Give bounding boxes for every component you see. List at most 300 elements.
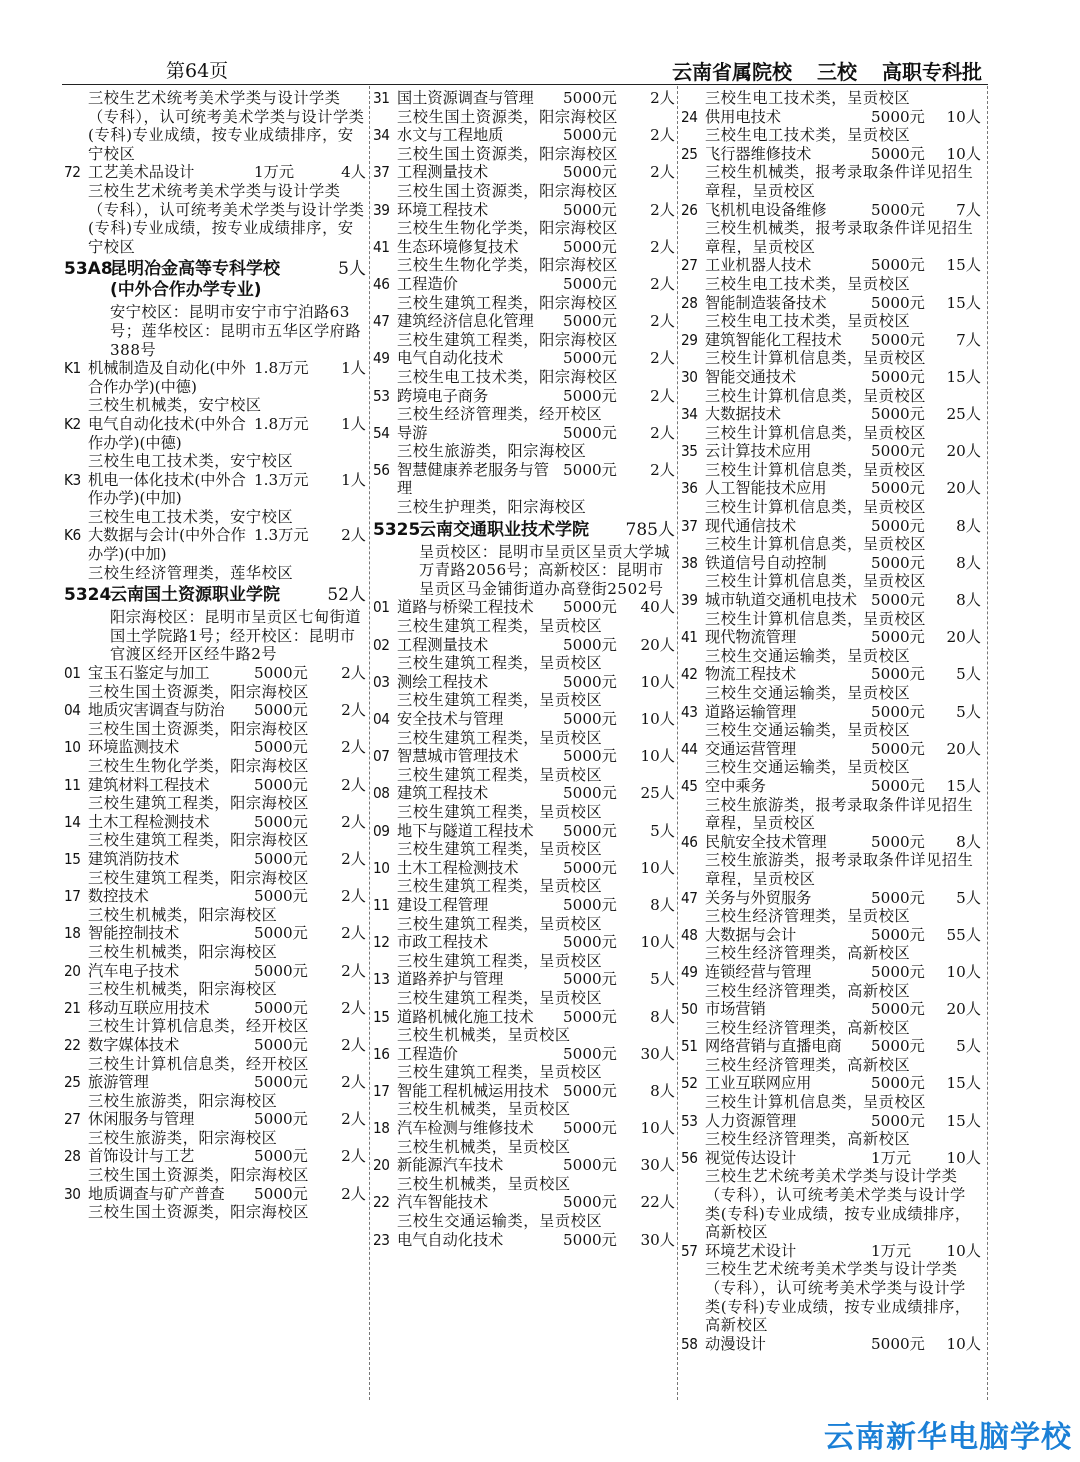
major-code: 12 <box>373 933 390 952</box>
major-code: 48 <box>681 925 698 944</box>
tuition-fee: 5000元 <box>871 628 925 647</box>
major-name: 建筑消防技术 <box>88 849 180 868</box>
major-name: 汽车电子技术 <box>88 961 180 980</box>
major-note: 三校生旅游类，阳宗海校区 <box>88 1128 278 1147</box>
major-note: 三校生建筑工程类，呈贡校区 <box>397 691 603 710</box>
major-name: 建筑材料工程技术 <box>88 775 210 794</box>
major-note: 三校生建筑工程类，阳宗海校区 <box>397 330 619 349</box>
major-code: 41 <box>373 237 390 256</box>
major-name: 地质灾害调查与防治 <box>88 701 225 720</box>
enrollment-quota: 22人 <box>640 1193 675 1212</box>
enrollment-quota: 30人 <box>640 1156 675 1175</box>
enrollment-quota: 8人 <box>956 591 981 610</box>
tuition-fee: 1万元 <box>871 1148 912 1167</box>
major-note: 三校生建筑工程类，阳宗海校区 <box>88 794 310 813</box>
major-code: 35 <box>681 442 698 461</box>
tuition-fee: 1.8万元 <box>254 414 309 433</box>
enrollment-quota: 10人 <box>640 858 675 877</box>
enrollment-quota: 2人 <box>650 460 675 479</box>
enrollment-quota: 7人 <box>956 200 981 219</box>
major-code: 43 <box>681 702 698 721</box>
enrollment-quota: 8人 <box>650 1081 675 1100</box>
major-name: 飞机机电设备维修 <box>705 200 827 219</box>
major-row <box>64 359 366 396</box>
major-name: 电气自动化技术(中外合作办学)(中德) <box>88 414 246 452</box>
header-rule <box>62 84 988 85</box>
enrollment-quota: 5人 <box>956 888 981 907</box>
major-row <box>64 1073 366 1092</box>
major-row <box>373 1193 675 1212</box>
enrollment-quota: 20人 <box>946 1000 981 1019</box>
tuition-fee: 5000元 <box>563 274 617 293</box>
tuition-fee: 5000元 <box>563 349 617 368</box>
major-name: 旅游管理 <box>88 1073 149 1092</box>
tuition-fee: 5000元 <box>563 460 617 479</box>
page-header <box>0 0 1080 86</box>
major-row <box>373 933 675 952</box>
major-code: 58 <box>681 1334 698 1353</box>
enrollment-quota: 10人 <box>946 962 981 981</box>
major-name: 连锁经营与管理 <box>705 962 812 981</box>
major-row <box>681 665 981 684</box>
major-note: 三校生机械类，呈贡校区 <box>397 1100 571 1119</box>
major-code: 56 <box>681 1148 698 1167</box>
major-row <box>373 1231 675 1250</box>
tuition-fee: 5000元 <box>871 330 925 349</box>
major-row <box>373 238 675 257</box>
enrollment-quota: 2人 <box>650 200 675 219</box>
major-name: 安全技术与管理 <box>397 710 504 728</box>
major-name: 道路与桥梁工程技术 <box>397 598 534 617</box>
major-row <box>681 294 981 313</box>
major-name: 交通运营管理 <box>705 739 797 758</box>
major-row <box>681 963 981 982</box>
major-note: 三校生机械类，阳宗海校区 <box>88 980 278 999</box>
major-code: 37 <box>681 516 698 535</box>
major-row <box>681 479 981 498</box>
school-address: 安宁校区：昆明市安宁市宁泊路63号；莲华校区：昆明市五华区学府路388号 <box>110 303 361 359</box>
enrollment-quota: 1人 <box>341 359 366 378</box>
enrollment-quota: 20人 <box>946 442 981 461</box>
tuition-fee: 5000元 <box>563 1119 617 1138</box>
major-row <box>681 833 981 852</box>
major-note: 三校生国土资源类，阳宗海校区 <box>88 1166 310 1185</box>
major-name: 供用电技术 <box>705 107 781 126</box>
enrollment-quota: 2人 <box>650 423 675 442</box>
major-name: 人工智能技术应用 <box>705 479 827 498</box>
tuition-fee: 5000元 <box>563 933 617 952</box>
major-note: 三校生机械类，呈贡校区 <box>397 1137 571 1156</box>
major-row <box>681 1112 981 1131</box>
major-code: 03 <box>373 672 390 691</box>
major-name: 环境监测技术 <box>88 738 180 757</box>
enrollment-quota: 2人 <box>650 274 675 293</box>
enrollment-quota: 15人 <box>946 1111 981 1130</box>
major-name: 环境艺术设计 <box>705 1241 797 1260</box>
major-row <box>64 999 366 1018</box>
major-name: 空中乘务 <box>705 776 766 795</box>
major-name: 生态环境修复技术 <box>397 237 519 256</box>
tuition-fee: 5000元 <box>871 1037 925 1056</box>
tuition-fee: 5000元 <box>254 738 308 757</box>
tuition-fee: 5000元 <box>254 775 308 794</box>
tuition-fee: 5000元 <box>254 1110 308 1129</box>
enrollment-quota: 10人 <box>946 1148 981 1167</box>
major-code: 27 <box>64 1110 81 1129</box>
tuition-fee: 5000元 <box>563 598 617 617</box>
tuition-fee: 5000元 <box>254 887 308 906</box>
major-row <box>373 1082 675 1101</box>
major-note: 三校生机械类，报考录取条件详见招生章程，呈贡校区 <box>705 219 974 256</box>
major-note: 三校生国土资源类，阳宗海校区 <box>397 107 619 126</box>
tuition-fee: 5000元 <box>563 970 617 989</box>
major-code: 17 <box>64 887 81 906</box>
major-name: 大数据与会计(中外合作办学)(中加) <box>88 526 246 564</box>
major-row <box>681 256 981 275</box>
major-code: 20 <box>64 961 81 980</box>
major-row <box>64 664 366 683</box>
major-code: 38 <box>681 553 698 572</box>
major-code: 07 <box>373 747 390 766</box>
major-row <box>373 1119 675 1138</box>
major-row <box>681 1037 981 1056</box>
major-note: 三校生电工技术类，安宁校区 <box>88 452 294 471</box>
major-note: 三校生建筑工程类，呈贡校区 <box>397 654 603 673</box>
major-note: 三校生交通运输类，呈贡校区 <box>705 721 911 740</box>
major-code: 04 <box>64 701 81 720</box>
major-note: 三校生经济管理类，高新校区 <box>705 944 911 963</box>
tuition-fee: 5000元 <box>254 998 308 1017</box>
major-note: 三校生建筑工程类，呈贡校区 <box>397 617 603 636</box>
major-name: 视觉传达设计 <box>705 1148 797 1167</box>
major-code: 53 <box>681 1111 698 1130</box>
major-row <box>681 591 981 610</box>
major-code: 18 <box>64 924 81 943</box>
major-row <box>373 349 675 368</box>
major-code: 01 <box>64 664 81 683</box>
tuition-fee: 5000元 <box>871 925 925 944</box>
column-2 <box>373 89 675 1249</box>
enrollment-quota: 5人 <box>956 1037 981 1056</box>
major-name: 智能工程机械运用技术 <box>397 1081 549 1100</box>
major-code: 22 <box>373 1193 390 1212</box>
major-name: 测绘工程技术 <box>397 672 489 691</box>
major-code: 15 <box>373 1007 390 1026</box>
major-note: 三校生建筑工程类，呈贡校区 <box>397 914 603 933</box>
major-note: 三校生生物化学类，阳宗海校区 <box>397 256 619 275</box>
school-code: 5324 <box>64 585 112 606</box>
major-note: 三校生交通运输类，呈贡校区 <box>705 684 911 702</box>
major-code: 18 <box>373 1119 390 1138</box>
major-note: 三校生建筑工程类，阳宗海校区 <box>397 293 619 312</box>
major-code: 20 <box>373 1156 390 1175</box>
major-code: 44 <box>681 739 698 758</box>
major-name: 地质调查与矿产普查 <box>88 1184 225 1203</box>
enrollment-quota: 25人 <box>640 784 675 803</box>
enrollment-quota: 2人 <box>341 1073 366 1092</box>
tuition-fee: 5000元 <box>254 1073 308 1092</box>
major-code: 47 <box>681 888 698 907</box>
enrollment-quota: 8人 <box>956 553 981 572</box>
enrollment-quota: 10人 <box>946 144 981 163</box>
major-code: 21 <box>64 998 81 1017</box>
major-note: 三校生艺术统考美术学类与设计学类（专科），认可统考美术学类与设计学类(专科)专业成绩，按专业成绩排序，高新校区 <box>705 1167 971 1242</box>
enrollment-quota: 20人 <box>946 479 981 498</box>
major-name: 工程测量技术 <box>397 163 489 182</box>
tuition-fee: 5000元 <box>254 1147 308 1166</box>
major-name: 宝玉石鉴定与加工 <box>88 664 210 683</box>
major-row <box>681 405 981 424</box>
major-note: 三校生建筑工程类，呈贡校区 <box>397 840 603 859</box>
enrollment-quota: 40人 <box>640 598 675 617</box>
tuition-fee: 5000元 <box>563 423 617 442</box>
tuition-fee: 5000元 <box>563 895 617 914</box>
major-row <box>373 859 675 878</box>
major-note: 三校生计算机信息类，经开校区 <box>88 1054 310 1073</box>
major-note: 三校生国土资源类，阳宗海校区 <box>397 144 619 163</box>
major-note: 三校生机械类，安宁校区 <box>88 396 262 415</box>
watermark: 云南新华电脑学校 <box>824 1420 1072 1455</box>
major-row <box>373 784 675 803</box>
enrollment-quota: 2人 <box>341 887 366 906</box>
major-code: 54 <box>373 423 390 442</box>
major-code: 13 <box>373 970 390 989</box>
major-name: 铁道信号自动控制 <box>705 553 827 572</box>
enrollment-quota: 30人 <box>640 1044 675 1063</box>
tuition-fee: 5000元 <box>563 672 617 691</box>
major-name: 机电一体化技术(中外合作办学)(中加) <box>88 470 246 508</box>
enrollment-quota: 1人 <box>341 414 366 433</box>
major-row <box>64 415 366 452</box>
major-note: 三校生计算机信息类，呈贡校区 <box>705 498 927 517</box>
major-code: 57 <box>681 1241 698 1260</box>
major-row <box>64 1185 366 1204</box>
major-name: 建筑工程技术 <box>397 784 489 803</box>
school-heading <box>64 259 366 301</box>
major-code: 23 <box>373 1230 390 1249</box>
major-row <box>681 554 981 573</box>
tuition-fee: 5000元 <box>563 126 617 145</box>
enrollment-quota: 2人 <box>341 775 366 794</box>
page-number: 第64页 <box>166 60 229 82</box>
enrollment-quota: 10人 <box>946 1334 981 1353</box>
tuition-fee: 5000元 <box>563 386 617 405</box>
tuition-fee: 5000元 <box>871 888 925 907</box>
enrollment-quota: 2人 <box>650 312 675 331</box>
major-code: 53 <box>373 386 390 405</box>
column-1 <box>64 89 366 1222</box>
tuition-fee: 5000元 <box>871 1111 925 1130</box>
enrollment-quota: 1人 <box>341 470 366 489</box>
tuition-fee: 5000元 <box>871 1074 925 1093</box>
major-row <box>681 889 981 908</box>
tuition-fee: 5000元 <box>563 1156 617 1175</box>
major-name: 动漫设计 <box>705 1334 766 1353</box>
major-name: 人力资源管理 <box>705 1111 797 1130</box>
major-row <box>64 924 366 943</box>
major-code: 17 <box>373 1081 390 1100</box>
major-code: 29 <box>681 330 698 349</box>
enrollment-quota: 2人 <box>341 924 366 943</box>
tuition-fee: 5000元 <box>563 747 617 766</box>
tuition-fee: 5000元 <box>871 553 925 572</box>
major-row <box>681 331 981 350</box>
tuition-fee: 5000元 <box>563 784 617 803</box>
major-row <box>681 108 981 127</box>
major-row <box>373 598 675 617</box>
major-name: 新能源汽车技术 <box>397 1156 504 1175</box>
major-code: 16 <box>373 1044 390 1063</box>
major-code: 02 <box>373 635 390 654</box>
major-note: 三校生建筑工程类，呈贡校区 <box>397 951 603 970</box>
major-name: 工程测量技术 <box>397 635 489 654</box>
major-note: 三校生电工技术类，呈贡校区 <box>705 126 911 145</box>
major-row <box>681 368 981 387</box>
major-code: 26 <box>681 200 698 219</box>
major-note: 三校生建筑工程类，呈贡校区 <box>397 877 603 896</box>
enrollment-quota: 15人 <box>946 293 981 312</box>
major-row <box>373 636 675 655</box>
tuition-fee: 1万元 <box>254 163 295 182</box>
major-name: 地下与隧道工程技术 <box>397 821 534 840</box>
tuition-fee: 5000元 <box>563 821 617 840</box>
major-row <box>681 740 981 759</box>
school-name: 昆明冶金高等专科学校(中外合作办学专业) <box>110 259 280 301</box>
major-name: 建筑经济信息化管理 <box>397 312 534 331</box>
major-note: 三校生经济管理类，莲华校区 <box>88 563 294 582</box>
major-name: 机械制造及自动化(中外合作办学)(中德) <box>88 359 246 396</box>
tuition-fee: 5000元 <box>871 479 925 498</box>
major-row <box>373 710 675 729</box>
major-code: 11 <box>373 895 390 914</box>
enrollment-quota: 8人 <box>650 895 675 914</box>
major-code: 34 <box>373 126 390 145</box>
major-code: 49 <box>373 349 390 368</box>
column-3 <box>681 89 981 1353</box>
major-row <box>373 461 675 498</box>
major-row <box>64 163 366 182</box>
major-name: 现代物流管理 <box>705 628 797 647</box>
enrollment-quota: 2人 <box>341 664 366 683</box>
tuition-fee: 1.3万元 <box>254 470 309 489</box>
major-code: 11 <box>64 775 81 794</box>
major-code: 52 <box>681 1074 698 1093</box>
major-code: 14 <box>64 812 81 831</box>
enrollment-quota: 10人 <box>640 933 675 952</box>
tuition-fee: 5000元 <box>254 664 308 683</box>
major-code: 41 <box>681 628 698 647</box>
major-name: 首饰设计与工艺 <box>88 1147 195 1166</box>
major-code: K2 <box>64 414 81 433</box>
major-row <box>373 1156 675 1175</box>
enrollment-quota: 25人 <box>946 405 981 424</box>
tuition-fee: 5000元 <box>563 1193 617 1212</box>
major-name: 智慧城市管理技术 <box>397 747 519 766</box>
major-name: 汽车检测与维修技术 <box>397 1119 534 1138</box>
tuition-fee: 5000元 <box>563 1230 617 1249</box>
major-name: 导游 <box>397 423 428 442</box>
enrollment-quota: 7人 <box>956 330 981 349</box>
enrollment-quota: 55人 <box>946 925 981 944</box>
major-note: 三校生经济管理类，经开校区 <box>397 405 603 424</box>
major-row <box>681 703 981 722</box>
major-note: 三校生建筑工程类，呈贡校区 <box>397 1063 603 1082</box>
school-code: 5325 <box>373 519 421 540</box>
major-code: 72 <box>64 163 81 182</box>
tuition-fee: 5000元 <box>871 442 925 461</box>
major-row <box>681 517 981 536</box>
major-row <box>373 747 675 766</box>
column-divider <box>369 86 370 1400</box>
major-name: 工艺美术品设计 <box>88 163 195 182</box>
major-name: 道路运输管理 <box>705 702 797 721</box>
tuition-fee: 5000元 <box>871 367 925 386</box>
enrollment-quota: 10人 <box>946 107 981 126</box>
tuition-fee: 5000元 <box>254 924 308 943</box>
major-name: 现代通信技术 <box>705 516 797 535</box>
school-heading <box>64 585 366 606</box>
major-name: 电气自动化技术 <box>397 1230 504 1249</box>
major-note: 三校生机械类，报考录取条件详见招生章程，呈贡校区 <box>705 163 974 200</box>
major-row <box>64 471 366 508</box>
major-name: 智慧健康养老服务与管理 <box>397 460 549 498</box>
major-name: 飞行器维修技术 <box>705 144 812 163</box>
major-row <box>64 738 366 757</box>
major-name: 土木工程检测技术 <box>88 812 210 831</box>
school-code: 53A8 <box>64 259 113 280</box>
major-note: 三校生艺术统考美术学类与设计学类（专科），认可统考美术学类与设计学类(专科)专业成绩，按专业成绩排序，高新校区 <box>705 1260 971 1335</box>
tuition-fee: 5000元 <box>563 200 617 219</box>
major-code: K3 <box>64 470 81 489</box>
major-note: 三校生交通运输类，呈贡校区 <box>705 646 911 665</box>
tuition-fee: 5000元 <box>871 256 925 275</box>
major-row <box>64 526 366 563</box>
major-note: 三校生经济管理类，高新校区 <box>705 1130 911 1149</box>
major-note: 三校生经济管理类，高新校区 <box>705 981 911 1000</box>
enrollment-quota: 2人 <box>341 1035 366 1054</box>
major-code: 10 <box>64 738 81 757</box>
major-code: 30 <box>64 1184 81 1203</box>
major-name: 市政工程技术 <box>397 933 489 952</box>
major-note: 三校生交通运输类，呈贡校区 <box>397 1212 603 1231</box>
tuition-fee: 1.8万元 <box>254 359 309 378</box>
school-quota: 785人 <box>625 519 675 540</box>
major-note: 三校生经济管理类，高新校区 <box>705 1055 911 1074</box>
enrollment-quota: 8人 <box>956 832 981 851</box>
major-note: 三校生机械类，呈贡校区 <box>397 1174 571 1193</box>
major-row <box>681 1149 981 1168</box>
tuition-fee: 5000元 <box>871 293 925 312</box>
school-heading <box>373 520 675 541</box>
column-divider <box>987 86 988 1400</box>
enrollment-quota: 10人 <box>640 672 675 691</box>
major-code: 27 <box>681 256 698 275</box>
school-name: 云南国土资源职业学院 <box>110 585 280 606</box>
major-row <box>681 1074 981 1093</box>
major-name: 智能制造装备技术 <box>705 293 827 312</box>
major-name: 跨境电子商务 <box>397 386 489 405</box>
major-code: 46 <box>681 832 698 851</box>
enrollment-quota: 2人 <box>650 386 675 405</box>
major-note: 三校生计算机信息类，呈贡校区 <box>705 572 927 591</box>
major-note: 三校生经济管理类，呈贡校区 <box>705 907 911 926</box>
major-name: 数控技术 <box>88 887 149 906</box>
tuition-fee: 5000元 <box>563 1007 617 1026</box>
enrollment-quota: 30人 <box>640 1230 675 1249</box>
enrollment-quota: 20人 <box>946 628 981 647</box>
tuition-fee: 5000元 <box>871 1000 925 1019</box>
major-code: 50 <box>681 1000 698 1019</box>
